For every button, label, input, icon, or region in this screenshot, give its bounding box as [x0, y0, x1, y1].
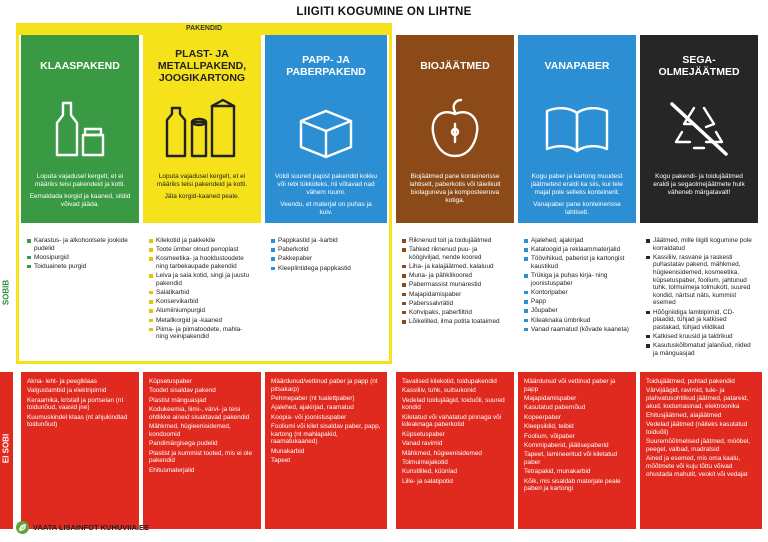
- column-header-paper: [518, 35, 636, 223]
- list-item: Pehmepaber (nt tualettpaber): [271, 394, 355, 402]
- list-item: Kileaknaka ümbrikud: [524, 317, 630, 325]
- footer: [16, 519, 149, 535]
- list-item: Riknenud toit ja toidujäätmed: [402, 237, 508, 245]
- column-description: Kogu paber ja kartong muudest jäätmetest eraldi ka siis, kui teie majal pole selleks konteinerit.: [531, 173, 623, 196]
- list-item: Lõikelilled, ilma potita toataimed: [402, 318, 508, 326]
- list-item: Kataloogid ja reklaammaterjalid: [524, 246, 630, 254]
- list-item: Lille- ja salatipotid: [402, 477, 453, 485]
- page-title: LIIGITI KOGUMINE ON LIHTNE: [296, 6, 472, 18]
- list-item: Trükiga ja puhas kirja- ning joonistuspaber: [524, 272, 630, 287]
- list-item: Pappkastid ja -karbid: [271, 237, 381, 245]
- list-item: Leiva ja saia kotid, singi ja juustu pakendid: [149, 272, 255, 287]
- list-item: Hõõgniidiga lambipirnid, CD-plaadid, tühjad ja katkised pastakad, tühjad viildikad: [646, 309, 756, 332]
- good-list-mixed: [640, 233, 762, 363]
- list-item: Moosipurgid: [27, 254, 133, 262]
- crossed-recycle-icon: [640, 93, 758, 165]
- column-title: PAPP- JA PABERPAKEND: [286, 54, 366, 78]
- column-header-mixed: [640, 35, 758, 223]
- list-item: Töövihikud, paberist ja kartongist kaustikud: [524, 255, 630, 270]
- apple-core-icon: [396, 93, 514, 165]
- list-item: Foolium, võipaber: [524, 432, 575, 440]
- list-item: Salatikarbid: [149, 289, 255, 297]
- column-description: Loputa vajadusel kergelt, et ei määriks teisi pakendeid ja kotti.: [34, 173, 126, 188]
- list-item: Määrdunud/vettinud paber ja papp (nt pitsakarp): [271, 378, 378, 393]
- list-item: Pandimärgisega pudelid: [149, 440, 218, 448]
- list-item: Vanad ravimid: [402, 440, 443, 448]
- list-item: Kosmeetika- ja hooldustoodete ning tarbekaupade pakendid: [149, 255, 255, 270]
- list-item: Jäätmed, mille liigiti kogumine pole korraldatud: [646, 237, 756, 252]
- list-item: Ained ja esemed, mis oma kaalu, mõõtmete või kuju tõttu võivad ohustada mahutit, veokit või vedajat: [646, 455, 748, 478]
- column-note: Eemaldada korgid ja kaaned, sildid võivad jääda.: [29, 193, 131, 208]
- good-list-paper: [518, 233, 636, 363]
- list-item: Valgustambid ja elektripirnid: [27, 387, 107, 395]
- ei-sobi-side-label: EI SOBI: [0, 372, 13, 529]
- good-list-bio: [396, 233, 514, 363]
- list-item: Kleeplintidega pappkastid: [271, 265, 381, 273]
- list-item: Kontoripaber: [524, 289, 630, 297]
- column-description: Voldi suured papist pakendid kokku või rebi tükkideks, nii võtavad nad vähem ruumi.: [275, 173, 377, 196]
- column-title: PLAST- JA METALLPAKEND, JOOGIKARTONG: [157, 48, 247, 84]
- column-title: BIOJÄÄTMED: [420, 60, 490, 72]
- column-description: Loputa vajadusel kergelt, et ei määriks teisi pakendeid ja kotti.: [156, 173, 248, 188]
- footer-link[interactable]: VAATA LISAINFOT KUHUVIIA.EE: [33, 522, 149, 532]
- open-book-icon: [518, 93, 636, 165]
- list-item: Kleepsildid, teibid: [524, 423, 574, 431]
- column-note: Jäta korgid-kaaned peale.: [164, 193, 240, 200]
- list-item: Toote ümber olnud penoplast: [149, 246, 255, 254]
- column-title: KLAASPAKEND: [40, 60, 120, 72]
- list-item: Kilekotid ja pakkekile: [149, 237, 255, 245]
- list-item: Keraamika, kristall ja portselan (nt toidunõud, vaasid jne): [27, 396, 124, 412]
- list-item: Kasutuskõlbmatud jalanõud, riided ja mänguasjad: [646, 342, 756, 357]
- list-item: Alumiiniumpurgid: [149, 307, 255, 315]
- list-item: Kuumuskindel klaas (nt ahjukindlad toidunõud): [27, 413, 128, 429]
- column-title: VANAPABER: [544, 60, 610, 72]
- list-item: Kassiliiv, tuhk, suitsukonid: [402, 387, 476, 395]
- list-item: Kõik, mis sisaldab materjale peale paberi ja kartongi: [524, 477, 621, 493]
- list-item: Fooliumi või kilet sisaldav paber, papp, kartong (nt mahlapakid, raamatukaaned): [271, 423, 381, 446]
- list-item: Jõupaber: [524, 307, 630, 315]
- list-item: Määrdunud või vettinud paber ja papp: [524, 378, 616, 393]
- list-item: Vedelad jäätmed (näiteks kasutatud toiduõli): [646, 421, 748, 436]
- list-item: Muna- ja pähklikoored: [402, 272, 508, 280]
- list-item: Majapidamispaber: [524, 394, 577, 402]
- list-item: Plastist mänguasjad: [149, 396, 207, 404]
- list-item: Majapidamispaber: [402, 291, 508, 299]
- list-item: Kohvipaks, paberfiltrid: [402, 309, 508, 317]
- list-item: Toodet sisaldav pakend: [149, 387, 216, 395]
- list-item: Munakarbid: [271, 447, 305, 455]
- list-item: Mähkmed, hügieenisidemed: [402, 449, 482, 457]
- list-item: Paberkotid: [271, 246, 381, 254]
- good-list-paper-pack: [265, 233, 387, 363]
- list-item: Toidujäätmed, puhtad pakendid: [646, 378, 735, 385]
- list-item: Kodukeemia, liimi-, värvi- ja teisi ohtlikke aineid sisaldavad pakendid: [149, 406, 250, 421]
- list-item: Papp: [524, 298, 630, 306]
- packaging-label: PAKENDID: [16, 23, 392, 35]
- list-item: Toiduainete purgid: [27, 263, 133, 271]
- list-item: Karastus- ja alkohoolsete jookide pudelid: [27, 237, 133, 252]
- list-item: Koopia- või joonistuspaber: [271, 413, 347, 421]
- list-item: Paberssalvrätid: [402, 300, 508, 308]
- list-item: Metallkorgid ja -kaaned: [149, 317, 255, 325]
- list-item: Ajalehed, ajakirjad, raamatud: [271, 404, 354, 412]
- sobib-side-label: SOBIB: [1, 279, 11, 306]
- list-item: Liha- ja kalajäätmed, kalaluud: [402, 263, 508, 271]
- list-item: Vedelad toidujäägid, toiduõli, suured kondid: [402, 396, 505, 412]
- list-item: Tolmuimejakotid: [402, 458, 448, 466]
- column-header-plastic: [143, 35, 261, 223]
- column-note: Vanapaber pane konteinerisse lahtiselt.: [533, 201, 621, 216]
- list-item: Plastist ja kummist tooted, mis ei ole pakendid: [149, 449, 252, 465]
- list-item: Ajalehed, ajakirjad: [524, 237, 630, 245]
- list-item: Akna- leht- ja peeglklaas: [27, 378, 97, 385]
- recycle-leaf-icon: [16, 521, 29, 534]
- list-item: Katkised kruusid ja taldrikud: [646, 333, 756, 341]
- list-item: Mähkmed, hügieenisidemed, kondoomid: [149, 423, 231, 438]
- list-item: Ehitusjäätmed, aiajäätmed: [646, 411, 722, 419]
- bad-list-plastic: [143, 372, 261, 529]
- list-item: Tahked riknenud puu- ja köögiviljad, nende koored: [402, 246, 508, 261]
- column-title: SEGA-OLMEJÄÄTMED: [658, 54, 740, 78]
- column-description: Biojäätmed pane konteinerisse lahtiselt, paberkotis või täielikult biolaguneva ja komposteeruva kotiga.: [409, 173, 501, 204]
- list-item: Ehitusmaterjalid: [149, 466, 195, 474]
- list-item: Tapeet: [271, 457, 291, 465]
- list-item: Vanad raamatud (kõvade kaaneta): [524, 326, 630, 334]
- column-header-glass: [21, 35, 139, 223]
- list-item: Küpsetuspaber: [402, 430, 445, 438]
- list-item: Tetrapakid, munakarbid: [524, 468, 591, 476]
- list-item: Pabermassist munarestid: [402, 281, 508, 289]
- bad-list-mixed: [640, 372, 762, 529]
- good-list-plastic: [143, 233, 261, 363]
- good-list-glass: [21, 233, 139, 363]
- bad-list-bio: [396, 372, 514, 529]
- glass-bottle-jar-icon: [21, 93, 139, 165]
- list-item: Kasutatud pabernõud: [524, 404, 586, 412]
- list-item: Piima- ja piimatoodete, mahla- ning veinipakendid: [149, 326, 255, 341]
- list-item: Küpsetuspaber: [149, 378, 192, 385]
- list-item: Tavalised kilekotid, toidupakendid: [402, 378, 497, 385]
- list-item: Kunstlilled, küünlad: [402, 468, 458, 476]
- list-item: Pakkepaber: [271, 255, 381, 263]
- list-item: Kommipaberid, jäätisepaberid: [524, 441, 609, 449]
- list-item: Kopeerpaber: [524, 413, 561, 421]
- column-note: Veendu, et materjal on puhas ja kuiv.: [280, 201, 372, 216]
- list-item: Kiletatud või vahatatud pinnaga või kileaknaga paberkotid: [402, 413, 502, 429]
- list-item: Värvijäägid, ravimid, tule- ja plahvatusohtlikud jäätmed, patareid, akud, kodumasinad, elektroonika: [646, 387, 749, 410]
- column-header-paper-pack: [265, 35, 387, 223]
- bad-list-paper: [518, 372, 636, 529]
- column-description: Kogu pakendi- ja toidujäätmed eraldi ja segaolmejäätmete hulk väheneb märgatavalt!: [653, 173, 745, 196]
- bottle-can-carton-icon: [143, 93, 261, 165]
- list-item: Suuremõõtmelised jäätmed, mööbel, peegel, valbad, madratsid: [646, 438, 751, 453]
- bad-list-glass: [21, 372, 139, 529]
- list-item: Tapeet, lamineeritud või kiletatud paber: [524, 451, 618, 466]
- cardboard-box-icon: [265, 93, 387, 165]
- column-header-bio: [396, 35, 514, 223]
- list-item: Konservikarbid: [149, 298, 255, 306]
- list-item: Kassiliiv, rasvane ja raskesti puhastatav pakend, mähkmed, hügieenisidemed, kosmeetika, küpsetuspaber, foolium, jahtunud tuhk, tolmuimeja tolmukott, suured kondid, närtsut näts, kummist esemed: [646, 254, 756, 307]
- bad-list-paper-pack: [265, 372, 387, 529]
